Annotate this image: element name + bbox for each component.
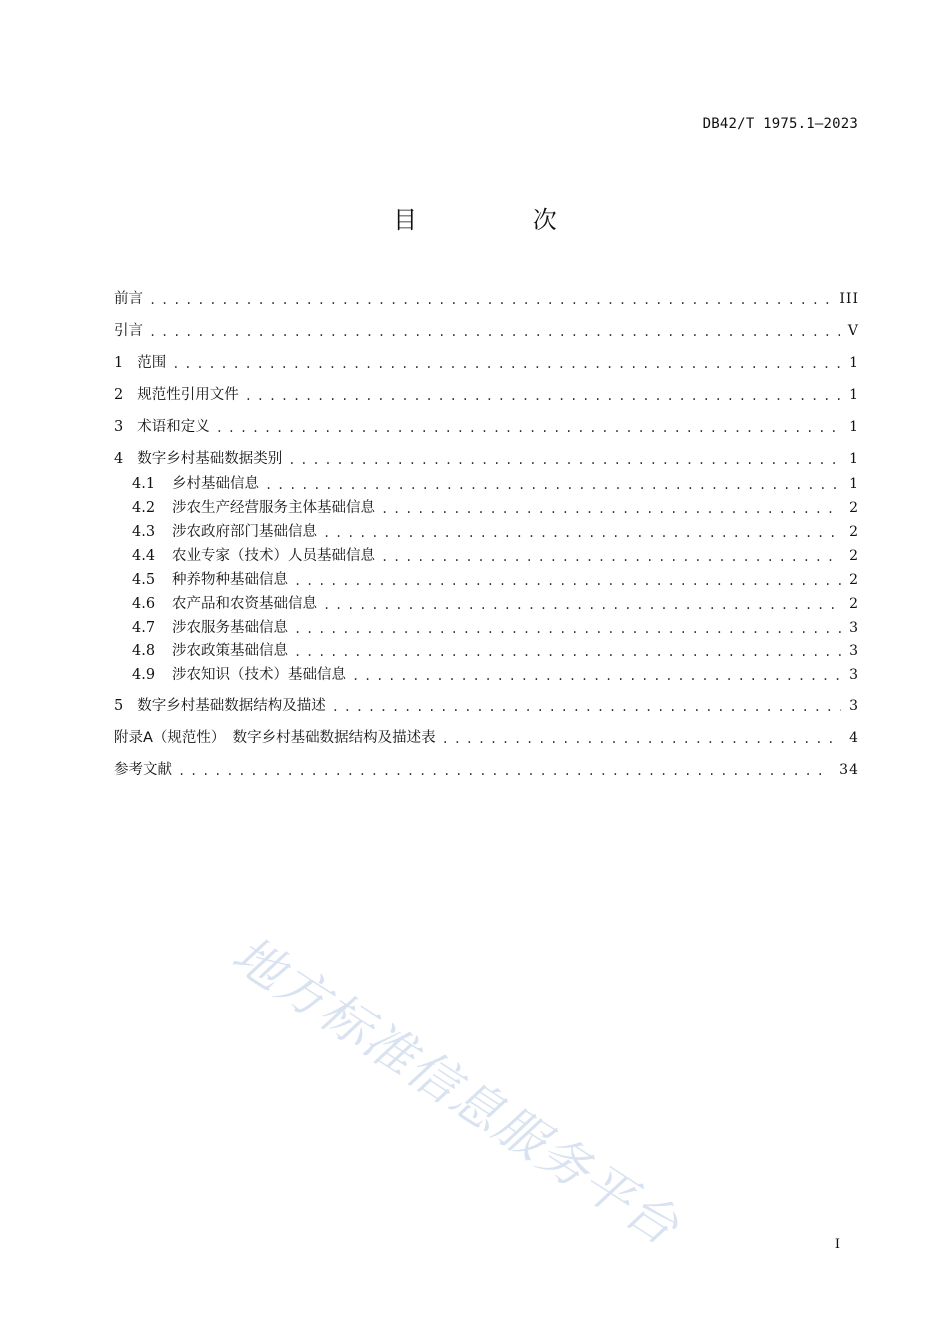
toc-label: 数字乡村基础数据类别 [137, 451, 283, 467]
toc-number: 4.8 [132, 643, 156, 659]
toc-number: 4.7 [132, 620, 156, 636]
toc-leader [149, 291, 831, 309]
toc-leader [294, 620, 841, 638]
toc-entry-appendix-a[interactable] [114, 728, 859, 748]
toc-number: 1 [114, 355, 124, 371]
toc-number: 2 [114, 387, 124, 403]
toc-leader [323, 524, 841, 542]
toc-page-number: 2 [849, 572, 859, 588]
toc-leader [216, 419, 841, 437]
toc-entry-2[interactable] [114, 385, 859, 405]
toc-label: 前言 [114, 291, 143, 307]
toc-page-number: 3 [849, 643, 859, 659]
toc-entry-introduction[interactable] [114, 321, 859, 341]
toc-number: 4.4 [132, 548, 156, 564]
toc-number: 4.9 [132, 667, 156, 683]
toc-page-number: 4 [849, 730, 859, 746]
toc-leader [245, 387, 841, 405]
toc-page-number: 1 [849, 419, 859, 435]
toc-leader [288, 451, 841, 469]
toc-label: 农业专家（技术）人员基础信息 [172, 548, 375, 564]
toc-number: 4.2 [132, 500, 156, 516]
toc-entry-4-2[interactable] [132, 498, 859, 518]
toc-label: 乡村基础信息 [172, 476, 259, 492]
toc-label: 参考文献 [114, 762, 172, 778]
toc-leader [442, 730, 841, 748]
toc-number: 4.1 [132, 476, 156, 492]
toc-leader [172, 355, 841, 373]
toc-entry-4-4[interactable] [132, 546, 859, 566]
toc-label: 术语和定义 [137, 419, 210, 435]
toc-entry-4-8[interactable] [132, 641, 859, 661]
toc-leader [149, 323, 840, 341]
toc-page-number: 2 [849, 596, 859, 612]
toc-label: 种养物种基础信息 [172, 572, 288, 588]
page-title: 目 次 [393, 206, 611, 234]
toc-page-number: III [839, 291, 859, 307]
toc-entry-foreword[interactable] [114, 289, 859, 309]
footer-page-number: I [834, 1237, 840, 1252]
toc-label: 农产品和农资基础信息 [172, 596, 317, 612]
toc-entry-references[interactable] [114, 760, 859, 780]
toc-leader [294, 572, 841, 590]
toc-leader [381, 548, 841, 566]
toc-leader [265, 476, 841, 494]
toc-entry-4-1[interactable] [132, 474, 859, 494]
toc-label: 数字乡村基础数据结构及描述 [137, 698, 326, 714]
toc-number: 4 [114, 451, 124, 467]
toc-entry-4-3[interactable] [132, 522, 859, 542]
toc-label: 涉农服务基础信息 [172, 620, 288, 636]
toc-leader [332, 698, 841, 716]
toc-leader [178, 762, 831, 780]
toc-label: 涉农政府部门基础信息 [172, 524, 317, 540]
toc-leader [323, 596, 841, 614]
toc-number: 4.6 [132, 596, 156, 612]
toc-page-number: 3 [849, 620, 859, 636]
toc-entry-3[interactable] [114, 417, 859, 437]
toc-entry-4-7[interactable] [132, 618, 859, 638]
toc-page-number: 1 [849, 387, 859, 403]
toc-page-number: 34 [839, 762, 859, 778]
toc-label: 涉农政策基础信息 [172, 643, 288, 659]
toc-number: 3 [114, 419, 124, 435]
toc-number: 4.5 [132, 572, 156, 588]
toc-page-number: 1 [849, 476, 859, 492]
toc-page-number: 2 [849, 524, 859, 540]
toc-entry-4-5[interactable] [132, 570, 859, 590]
toc-number: 5 [114, 698, 124, 714]
toc-label: 范围 [137, 355, 167, 371]
toc-page-number: 2 [849, 500, 859, 516]
toc-leader [381, 500, 841, 518]
toc-page-number: 2 [849, 548, 859, 564]
watermark: 地方标准信息服务平台 [222, 925, 690, 1257]
toc-page-number: 1 [849, 355, 859, 371]
document-code: DB42/T 1975.1—2023 [702, 116, 858, 132]
toc-leader [294, 643, 841, 661]
toc-entry-4-6[interactable] [132, 594, 859, 614]
toc-entry-5[interactable] [114, 696, 859, 716]
toc-entry-4-9[interactable] [132, 665, 859, 685]
toc-label: 附录A（规范性） 数字乡村基础数据结构及描述表 [114, 730, 436, 746]
toc-number: 4.3 [132, 524, 156, 540]
toc-page-number: V [847, 323, 859, 339]
toc-label: 涉农知识（技术）基础信息 [172, 667, 346, 683]
toc-page-number: 3 [849, 698, 859, 714]
toc-page-number: 1 [849, 451, 859, 467]
toc-label: 涉农生产经营服务主体基础信息 [172, 500, 375, 516]
toc-entry-1[interactable] [114, 353, 859, 373]
toc-label: 规范性引用文件 [137, 387, 239, 403]
toc-entry-4[interactable] [114, 449, 859, 469]
toc-label: 引言 [114, 323, 143, 339]
toc-page-number: 3 [849, 667, 859, 683]
toc-leader [352, 667, 841, 685]
